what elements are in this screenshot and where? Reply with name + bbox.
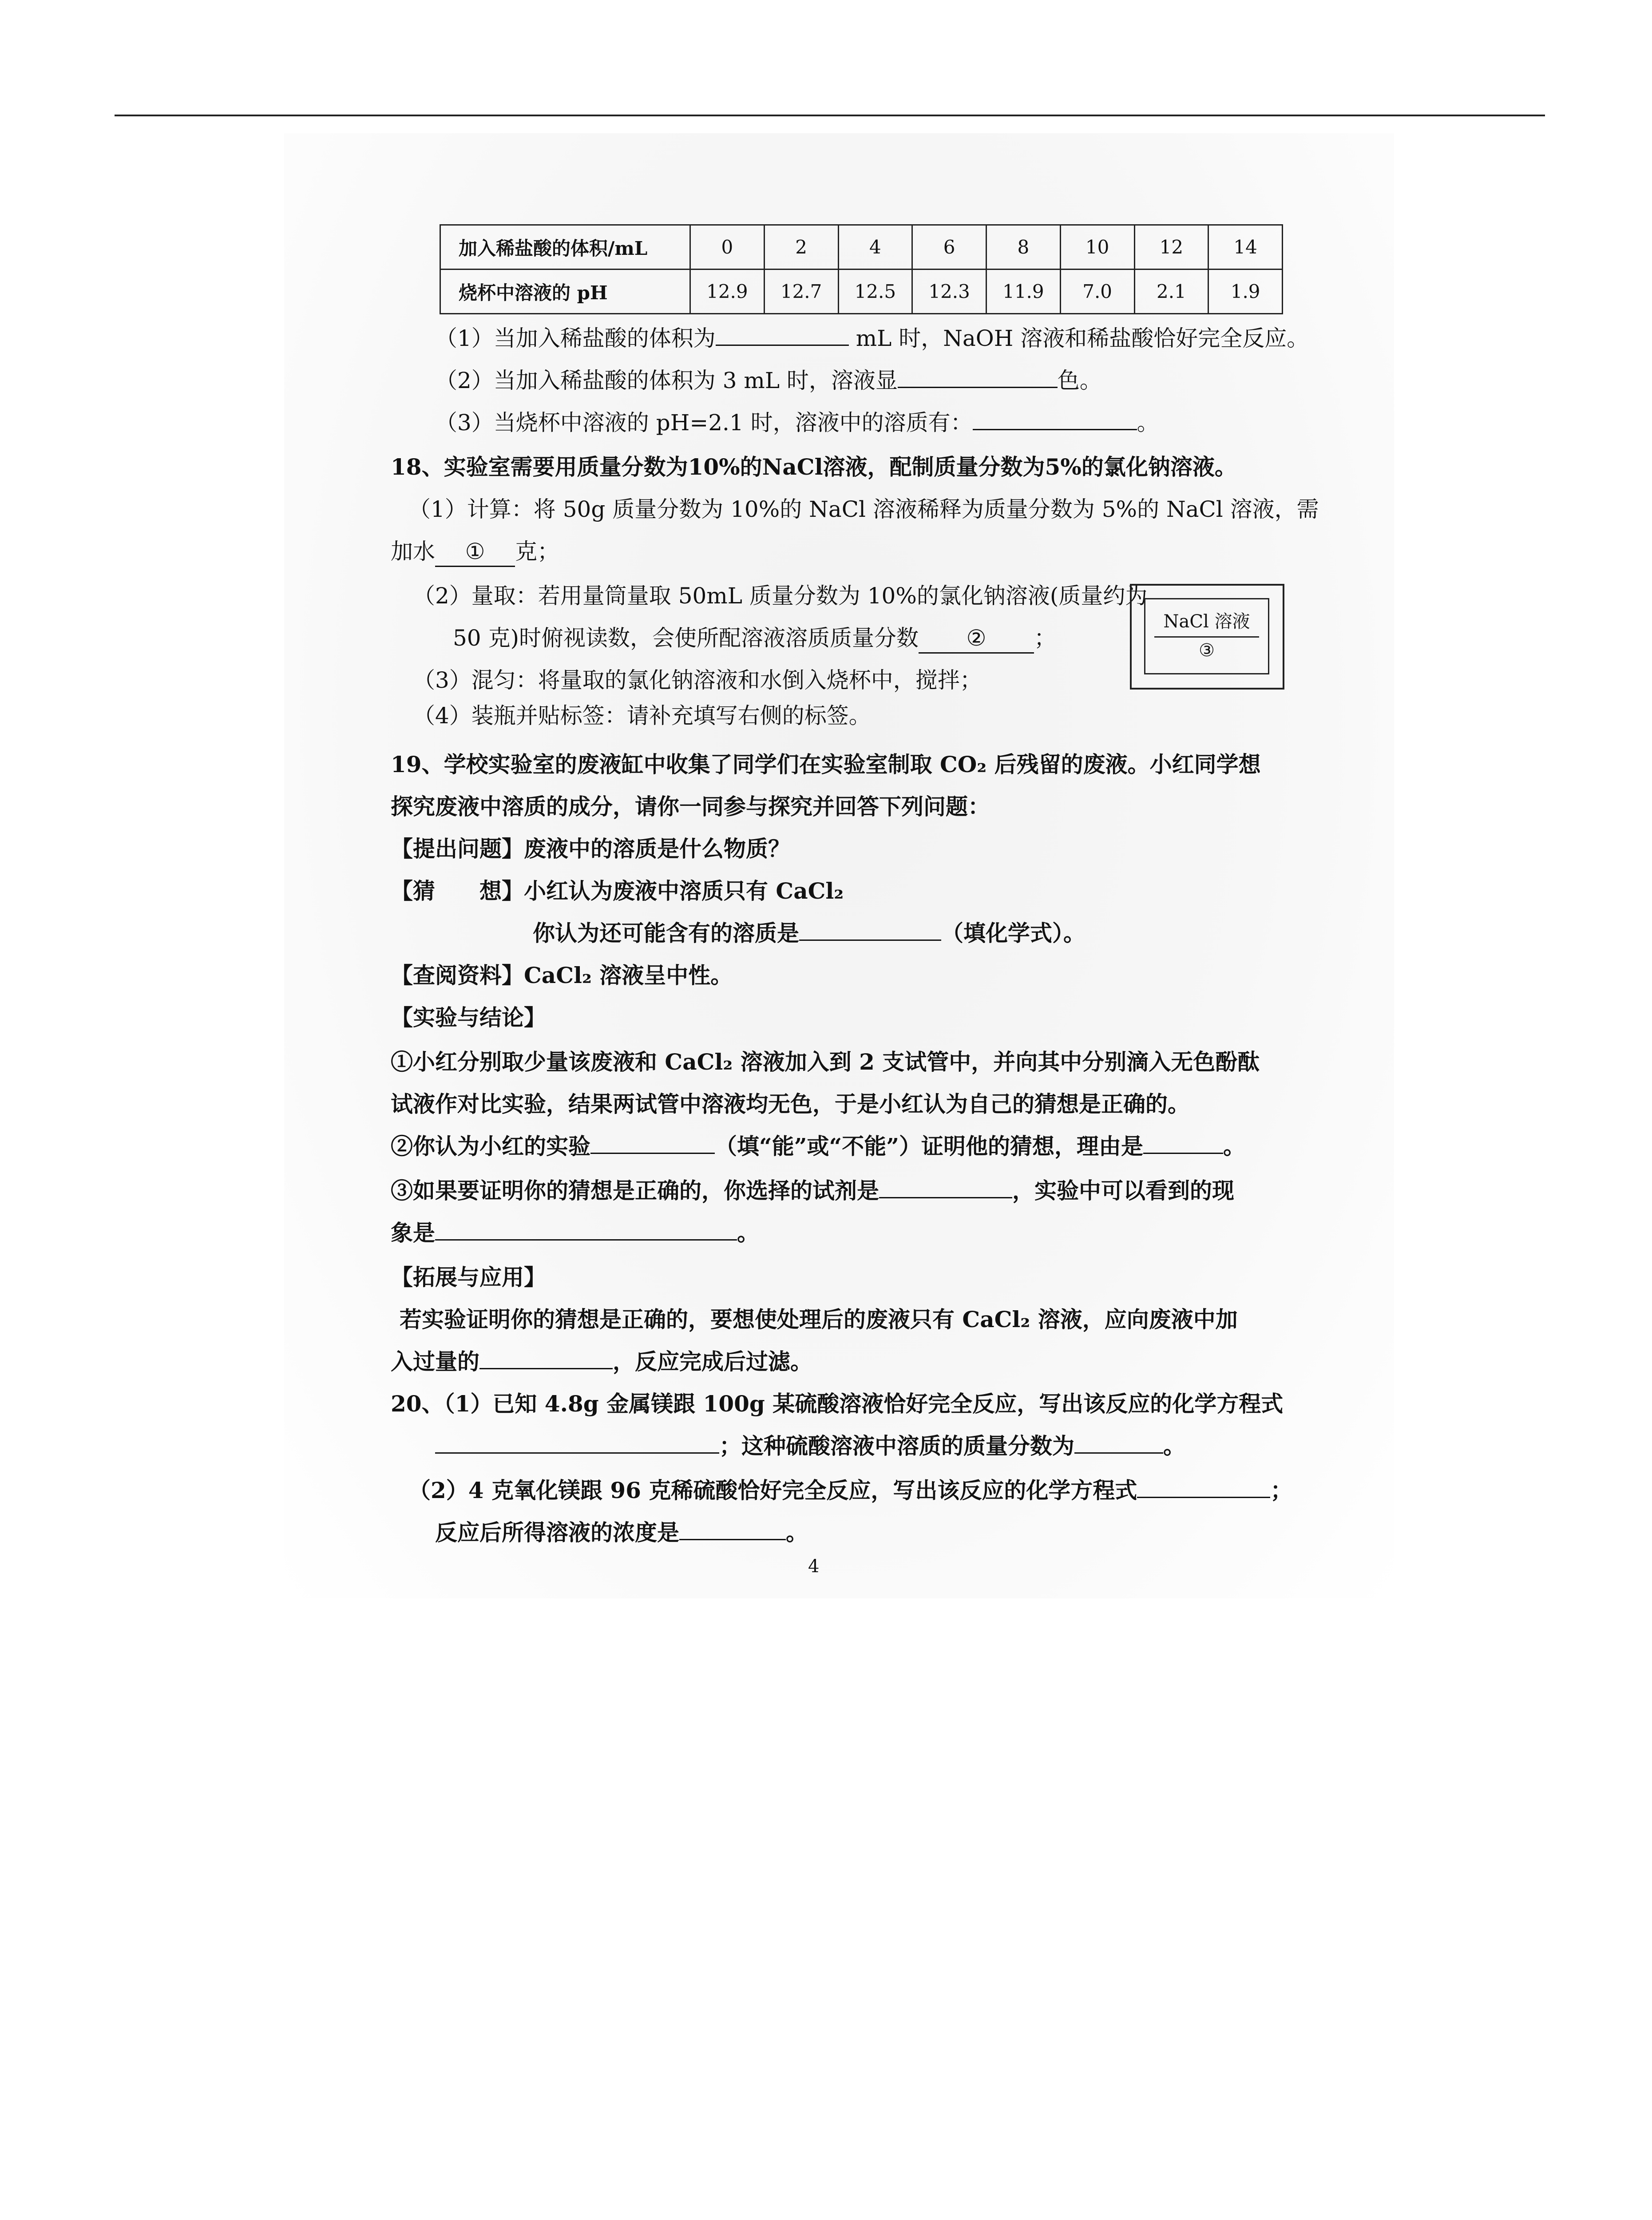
q19-info: 【查阅资料】CaCl₂ 溶液呈中性。	[391, 962, 733, 988]
q19-ext-2-text: 入过量的	[391, 1348, 479, 1375]
q18-item-2b-text-end: ；	[1034, 625, 1057, 651]
q18-item-2b	[453, 624, 1056, 654]
table-cell: 12.3	[912, 270, 986, 314]
table-cell: 4	[838, 225, 912, 270]
table-row	[440, 225, 1283, 270]
q17-item-3-text-end: 。	[1137, 410, 1159, 436]
answer-blank[interactable]	[479, 1350, 613, 1369]
q17-item-2-text-end: 色。	[1057, 368, 1102, 393]
table-cell: 11.9	[986, 270, 1061, 314]
blank-marker: ①	[465, 539, 485, 564]
q19-guess-2-text: 你认为还可能含有的溶质是	[533, 920, 799, 946]
q19-guess-1: 【猜 想】小红认为废液中溶质只有 CaCl₂	[391, 878, 844, 904]
table-cell: 12.5	[838, 270, 912, 314]
q19-guess-2	[533, 919, 1085, 947]
q20-item-1a: 20、（1）已知 4.8g 金属镁跟 100g 某硫酸溶液恰好完全反应，写出该反应的化学方程式	[391, 1391, 1284, 1417]
q20-item-2a	[408, 1476, 1292, 1505]
answer-blank[interactable]	[590, 1135, 715, 1154]
answer-blank[interactable]	[435, 1221, 737, 1241]
q19-guess-2-text-end: （填化学式）。	[941, 920, 1085, 946]
answer-blank[interactable]	[435, 1435, 719, 1454]
q17-item-2	[435, 366, 1102, 395]
table-row	[440, 270, 1283, 314]
q17-item-2-text: （2）当加入稀盐酸的体积为 3 mL 时，溶液显	[435, 368, 898, 393]
q19-exp-3a-text-end: ，实验中可以看到的现	[1012, 1177, 1234, 1204]
table-header-ph: 烧杯中溶液的 pH	[440, 270, 690, 314]
q19-exp-3a	[391, 1177, 1234, 1205]
q19-exp-3b-text-end: 。	[737, 1220, 759, 1246]
answer-blank[interactable]	[716, 327, 849, 346]
q19-ext-2-text-end: ，反应完成后过滤。	[613, 1348, 812, 1375]
table-cell: 12.9	[690, 270, 765, 314]
q19-exp-3b	[391, 1219, 759, 1247]
top-rule	[115, 115, 1545, 116]
q17-item-3	[435, 408, 1159, 437]
table-cell: 2	[764, 225, 838, 270]
q18-item-1b-text-end: 克；	[515, 539, 559, 564]
q19-exp-1a: ①小红分别取少量该废液和 CaCl₂ 溶液加入到 2 支试管中，并向其中分别滴入无色酚酞	[391, 1049, 1260, 1075]
q18-item-2b-text: 50 克)时俯视读数，会使所配溶液溶质质量分数	[453, 625, 919, 651]
q19-exp-3a-text: ③如果要证明你的猜想是正确的，你选择的试剂是	[391, 1177, 879, 1204]
q19-intro-1: 19、学校实验室的废液缸中收集了同学们在实验室制取 CO₂ 后残留的废液。小红同学想	[391, 751, 1261, 777]
nacl-label-title: NaCl 溶液	[1154, 607, 1259, 638]
table-cell: 2.1	[1134, 270, 1208, 314]
q19-ext-1: 若实验证明你的猜想是正确的，要想使处理后的废液只有 CaCl₂ 溶液，应向废液中加	[400, 1306, 1238, 1332]
q17-item-1-text: （1）当加入稀盐酸的体积为	[435, 325, 716, 351]
table-cell: 6	[912, 225, 986, 270]
answer-blank[interactable]	[898, 369, 1058, 388]
answer-blank[interactable]	[1137, 1479, 1270, 1498]
q19-ext-2	[391, 1348, 812, 1376]
table-cell: 12.7	[764, 270, 838, 314]
q19-exp-2-text-end: 。	[1223, 1133, 1246, 1159]
q19-exp-2-text: ②你认为小红的实验	[391, 1133, 590, 1159]
q19-intro-2: 探究废液中溶质的成分，请你一同参与探究并回答下列问题：	[391, 793, 990, 820]
answer-blank[interactable]	[973, 411, 1137, 430]
q19-exp-title: 【实验与结论】	[391, 1004, 546, 1031]
q19-question: 【提出问题】废液中的溶质是什么物质？	[391, 836, 790, 862]
q19-exp-2	[391, 1132, 1245, 1161]
answer-blank[interactable]	[1143, 1135, 1223, 1154]
q18-item-1b	[391, 537, 559, 567]
answer-blank[interactable]	[679, 1521, 786, 1540]
table-cell: 8	[986, 225, 1061, 270]
q18-item-1b-text: 加水	[391, 539, 435, 564]
nacl-label-inner	[1144, 598, 1269, 674]
q20-item-2a-text: （2）4 克氧化镁跟 96 克稀硫酸恰好完全反应，写出该反应的化学方程式	[408, 1477, 1137, 1503]
q17-item-1-text-end: mL 时，NaOH 溶液和稀盐酸恰好完全反应。	[848, 325, 1309, 351]
ph-data-table	[440, 224, 1283, 314]
q20-item-2b-text-end: 。	[786, 1519, 808, 1546]
q18-item-4: （4）装瓶并贴标签：请补充填写右侧的标签。	[413, 703, 871, 729]
q18-item-2a: （2）量取：若用量筒量取 50mL 质量分数为 10%的氯化钠溶液(质量约为	[413, 583, 1148, 609]
inner-page-number: 4	[808, 1556, 820, 1577]
blank-marker: ②	[966, 625, 986, 651]
table-cell: 12	[1134, 225, 1208, 270]
table-cell: 7.0	[1060, 270, 1134, 314]
q18-item-1a: （1）计算：将 50g 质量分数为 10%的 NaCl 溶液稀释为质量分数为 5%的 NaCl 溶液，需	[408, 496, 1319, 522]
answer-blank-1[interactable]	[435, 537, 515, 567]
scanned-sheet-background	[284, 133, 1394, 1598]
q20-item-2b	[435, 1518, 808, 1547]
q19-exp-1b: 试液作对比实验，结果两试管中溶液均无色，于是小红认为自己的猜想是正确的。	[391, 1091, 1190, 1117]
q20-item-1b	[435, 1432, 1185, 1460]
q18-item-3: （3）混匀：将量取的氯化钠溶液和水倒入烧杯中，搅拌；	[413, 667, 982, 693]
q19-ext-title: 【拓展与应用】	[391, 1264, 546, 1290]
q17-item-1	[435, 324, 1309, 353]
q19-exp-3b-text: 象是	[391, 1220, 435, 1246]
q19-exp-2-text-mid: （填“能”或“不能”）证明他的猜想，理由是	[715, 1133, 1144, 1159]
q20-item-1b-text: ；这种硫酸溶液中溶质的质量分数为	[719, 1433, 1074, 1459]
q18-title: 18、实验室需要用质量分数为10%的NaCl溶液，配制质量分数为5%的氯化钠溶液。	[391, 454, 1237, 480]
q17-item-3-text: （3）当烧杯中溶液的 pH=2.1 时，溶液中的溶质有：	[435, 410, 973, 436]
q20-item-1b-text-end: 。	[1163, 1433, 1185, 1459]
table-cell: 0	[690, 225, 765, 270]
q20-item-2b-text: 反应后所得溶液的浓度是	[435, 1519, 679, 1546]
answer-blank-2[interactable]	[919, 624, 1034, 654]
nacl-label-blank[interactable]: ③	[1199, 640, 1215, 661]
table-cell: 1.9	[1208, 270, 1283, 314]
nacl-label-box	[1130, 584, 1284, 690]
answer-blank[interactable]	[879, 1179, 1012, 1198]
answer-blank[interactable]	[1074, 1435, 1163, 1454]
table-cell: 14	[1208, 225, 1283, 270]
answer-blank[interactable]	[799, 922, 941, 941]
q20-item-2a-text-end: ；	[1270, 1477, 1293, 1503]
table-header-volume: 加入稀盐酸的体积/mL	[440, 225, 690, 270]
table-cell: 10	[1060, 225, 1134, 270]
